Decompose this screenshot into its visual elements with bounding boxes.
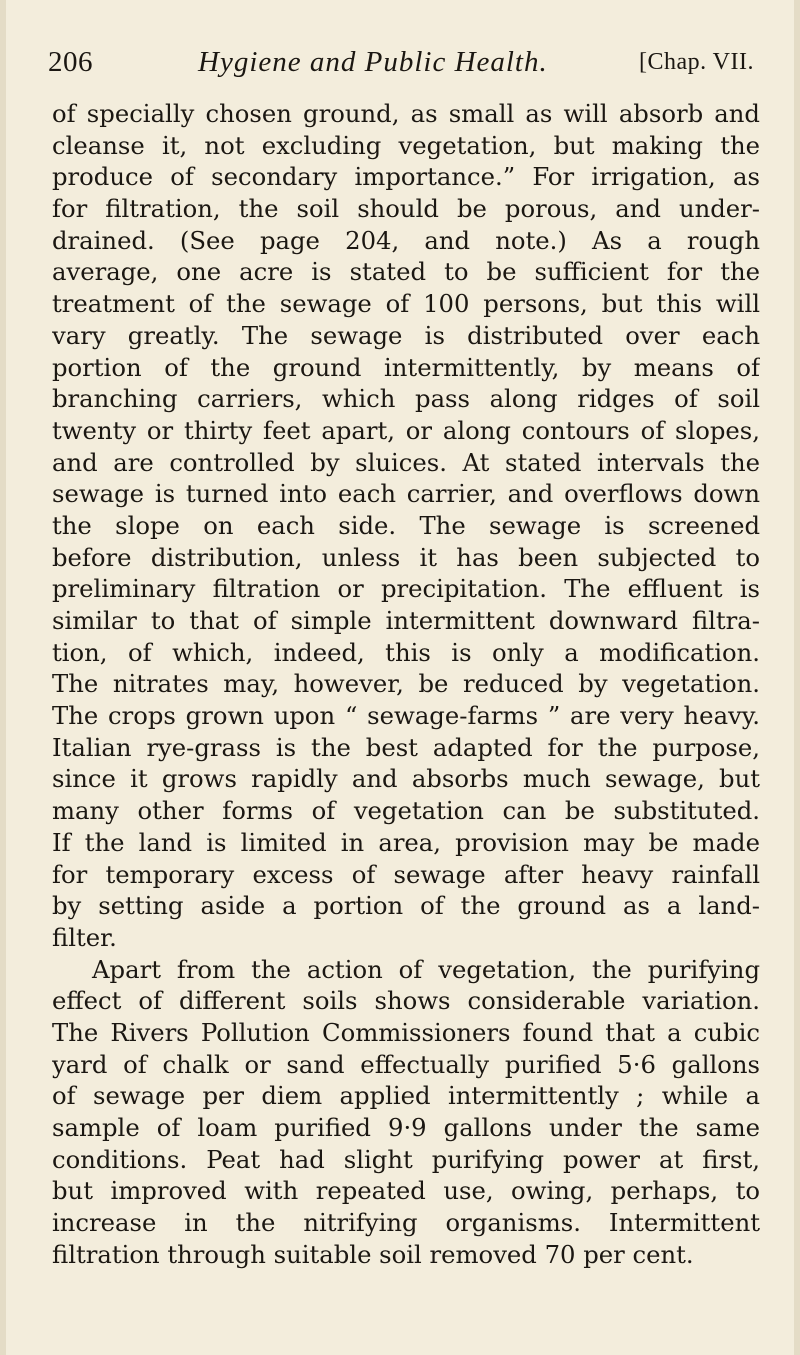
text-line: many other forms of vegetation can be substituted. — [52, 796, 760, 826]
text-line: increase in the nitrifying organisms. Intermittent — [52, 1208, 760, 1238]
text-line: sample of loam purified 9·9 gallons under the same — [52, 1113, 760, 1142]
text-line: similar to that of simple intermittent downward filtra- — [52, 606, 760, 635]
text-line: sewage is turned into each carrier, and overflows down — [52, 479, 760, 509]
text-line: cleanse it, not excluding vegetation, but making the — [52, 130, 760, 160]
page-header — [48, 40, 754, 84]
text-line: average, one acre is stated to be sufficient for the — [52, 257, 760, 287]
text-line: and are controlled by sluices. At stated intervals the — [52, 447, 760, 477]
text-line: produce of secondary importance.” For irrigation, as — [52, 162, 760, 192]
text-line: by setting aside a portion of the ground as a land- — [52, 891, 760, 921]
running-title: Hygiene and Public Health. — [198, 46, 548, 78]
text-line: vary greatly. The sewage is distributed over each — [52, 320, 760, 350]
text-line: but improved with repeated use, owing, perhaps, to — [52, 1176, 760, 1206]
text-line: since it grows rapidly and absorbs much sewage, but — [52, 764, 760, 794]
page-edge-right — [794, 0, 800, 1355]
text-line: branching carriers, which pass along ridges of soil — [52, 384, 760, 414]
text-line: filtration through suitable soil removed 70 per cent. — [52, 1239, 694, 1269]
text-line: The nitrates may, however, be reduced by vegetation. — [52, 669, 760, 699]
text-line: for filtration, the soil should be porous, and under- — [52, 194, 760, 224]
text-line: preliminary filtration or precipitation. The effluent is — [52, 574, 760, 604]
paragraph-first-line: Apart from the action of vegetation, the purifying — [92, 954, 760, 984]
text-line: Italian rye-grass is the best adapted for the purpose, — [52, 732, 760, 762]
chapter-reference: [Chap. VII. — [638, 49, 754, 75]
text-line: effect of different soils shows considerable variation. — [52, 986, 760, 1016]
text-line: filter. — [52, 922, 117, 952]
text-line: of sewage per diem applied intermittently ; while a — [52, 1081, 760, 1111]
text-line: drained. (See page 204, and note.) As a rough — [52, 225, 760, 255]
text-line: yard of chalk or sand effectually purified 5·6 gallons — [52, 1049, 760, 1079]
page-number: 206 — [48, 46, 93, 78]
page-edge-left — [0, 0, 6, 1355]
text-line: portion of the ground intermittently, by means of — [52, 352, 760, 382]
text-line: The crops grown upon “ sewage-farms ” are very heavy. — [52, 701, 760, 731]
text-line: The Rivers Pollution Commissioners found that a cubic — [52, 1017, 760, 1047]
text-line: before distribution, unless it has been subjected to — [52, 542, 760, 572]
text-line: tion, of which, indeed, this is only a modification. — [52, 637, 760, 667]
text-line: the slope on each side. The sewage is screened — [52, 510, 760, 540]
text-line: for temporary excess of sewage after heavy rainfall — [52, 859, 760, 889]
text-line: twenty or thirty feet apart, or along contours of slopes, — [52, 415, 760, 445]
text-line: treatment of the sewage of 100 persons, but this will — [52, 289, 760, 319]
text-line: of specially chosen ground, as small as will absorb and — [52, 99, 760, 128]
body-text — [52, 98, 760, 1270]
text-line: If the land is limited in area, provision may be made — [52, 827, 760, 857]
text-line: conditions. Peat had slight purifying power at first, — [52, 1144, 760, 1174]
